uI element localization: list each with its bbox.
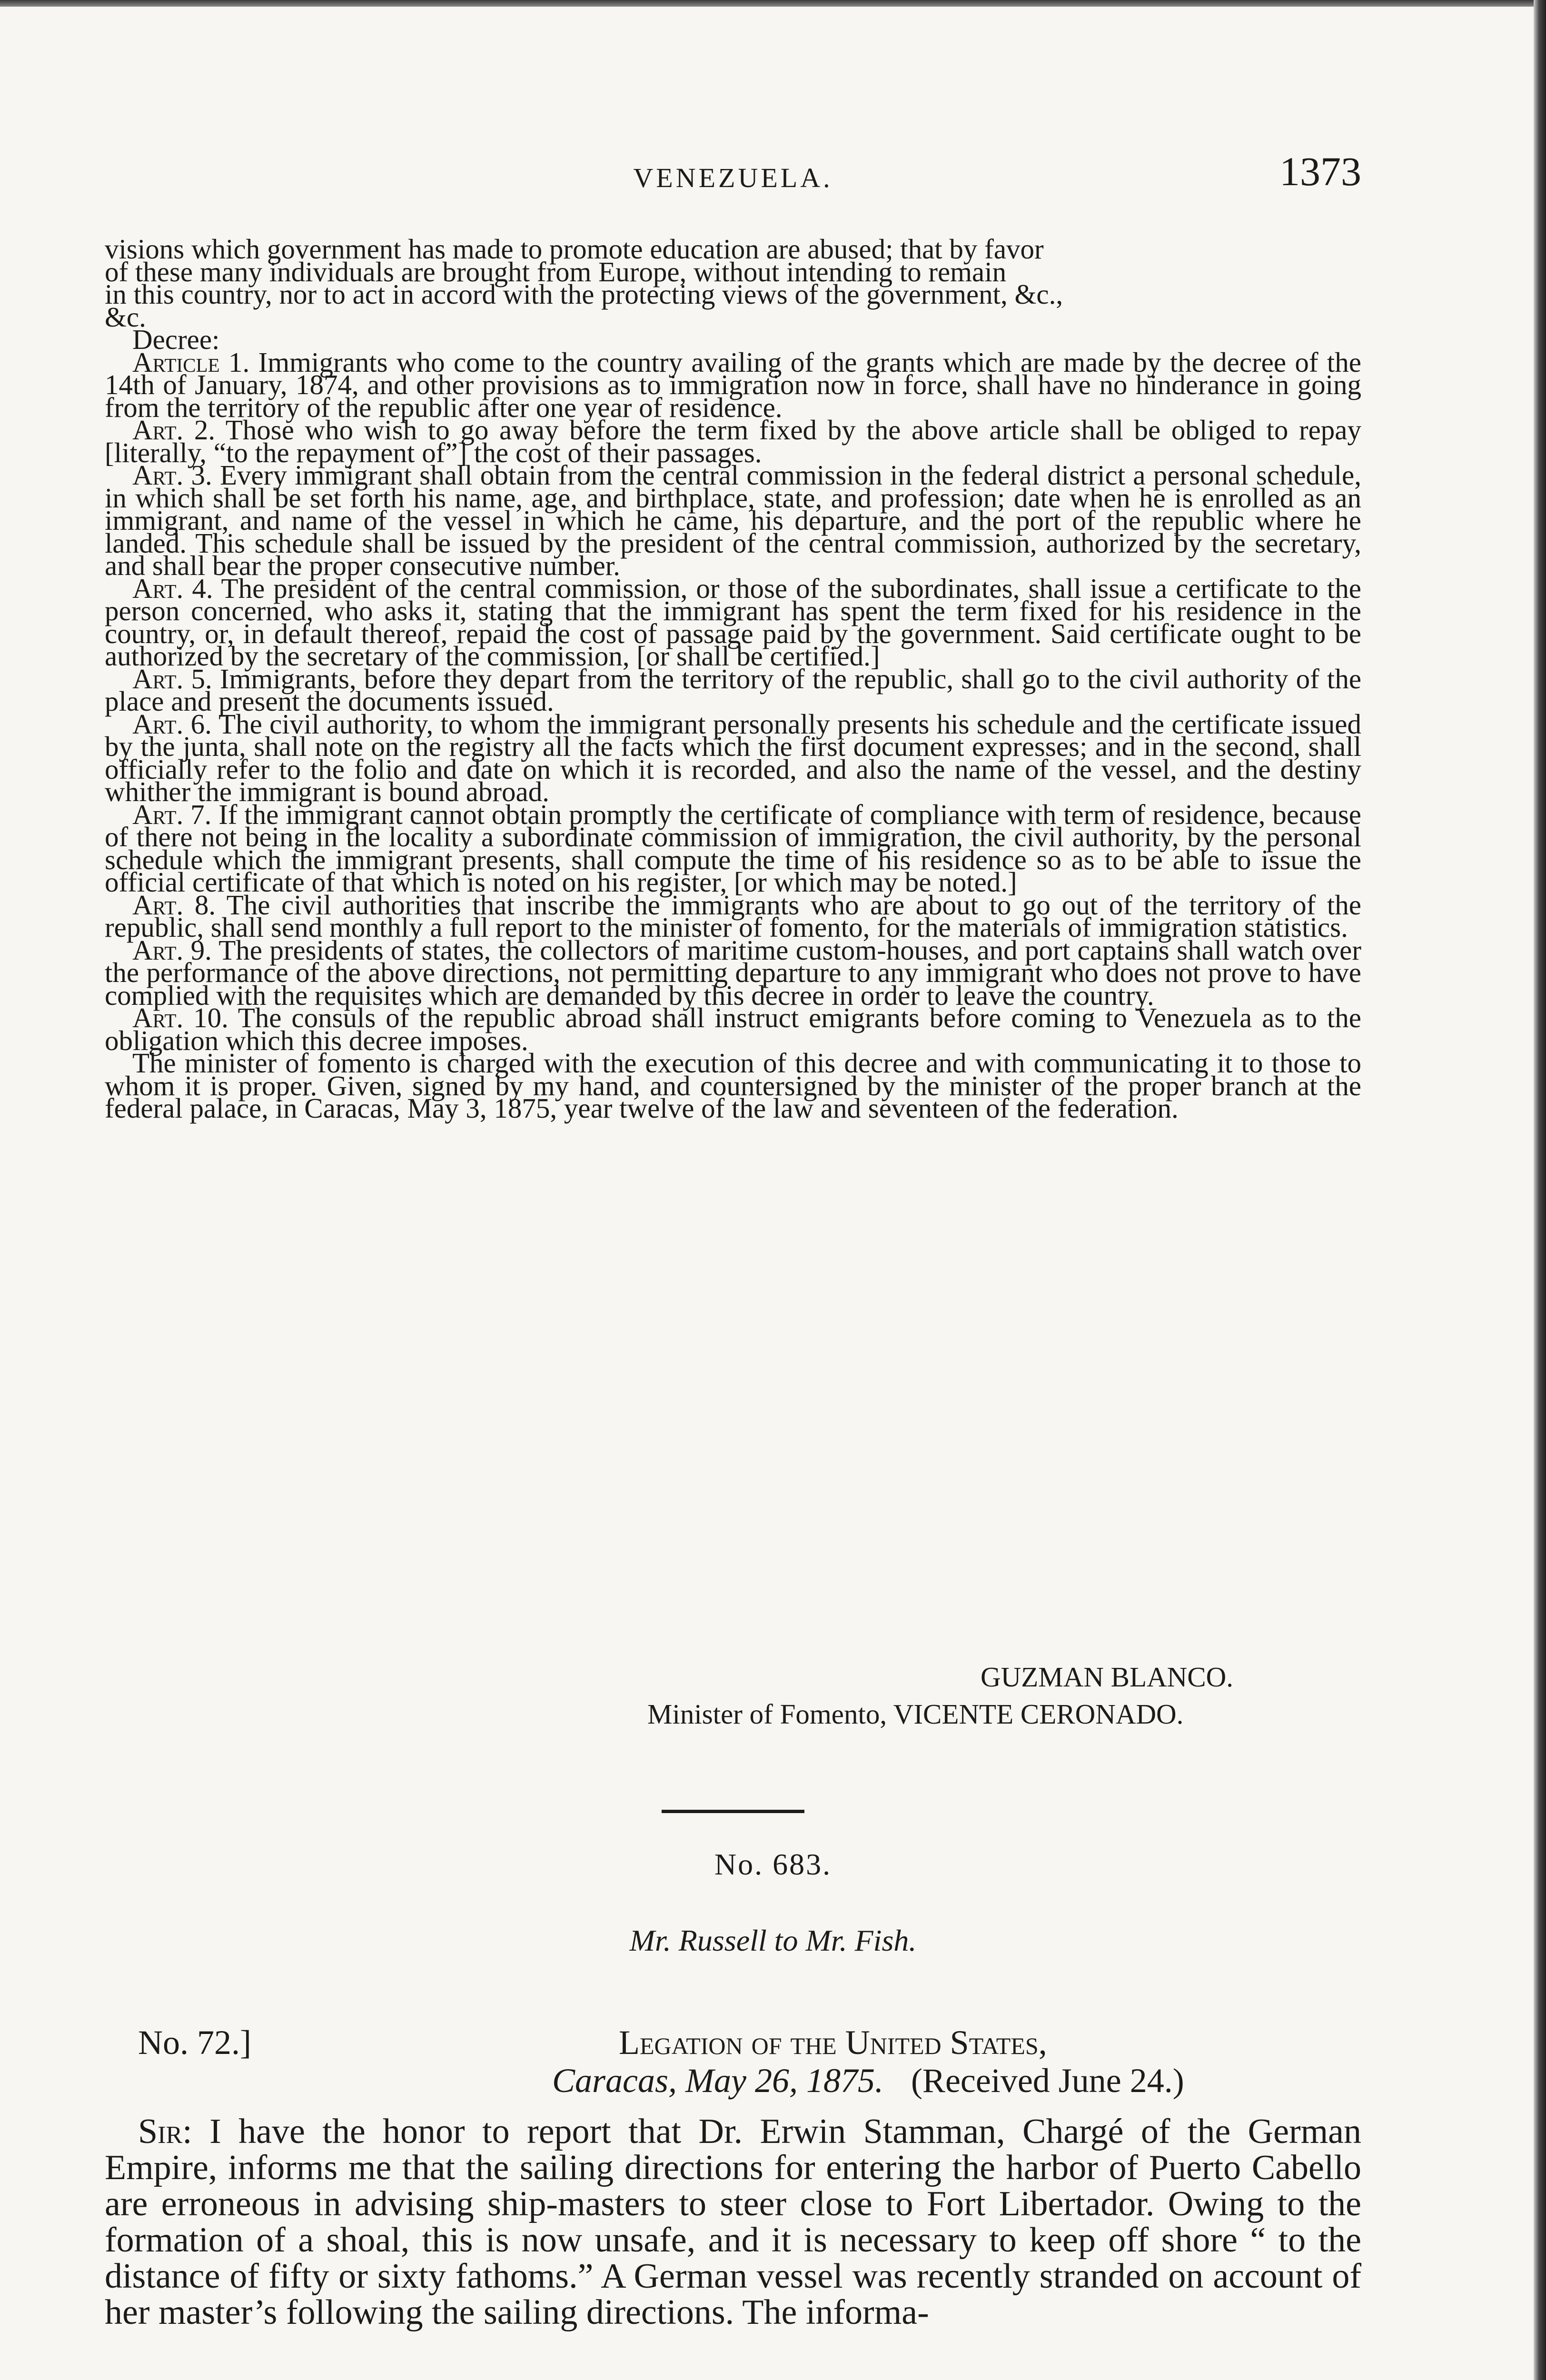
article-8 <box>105 889 1361 943</box>
signature: GUZMAN BLANCO. <box>981 1661 1233 1693</box>
article-9 <box>105 934 1362 1011</box>
article-text: The civil authority, to whom the immigrant personally presents his schedule and the certificate issued by the junta, shall note on the registry all the facts which the first document expresses; and in the second, shall officially refer to the folio and date on which it is recorded, and also the name of the vessel, and the destiny whither the immigrant is bound abroad. <box>105 708 1361 807</box>
article-2 <box>105 414 1361 468</box>
continuation-line: of these many individuals are brought from Europe, without intending to remain <box>105 256 1007 288</box>
article-text: The president of the central commission, or those of the subordinates, shall issue a certificate to the person concerned, who asks it, stating that the immigrant has spent the term fixed for his residence in the country, or, in default thereof, repaid the cost of passage paid by the government. Said certificate ought to be authorized by the secretary of the commission, [or shall be certified.] <box>105 572 1361 672</box>
document-number: No. 683. <box>714 1847 832 1881</box>
article-text: The civil authorities that inscribe the immigrants who are about to go out of the territory of the republic, shall send monthly a full report to the minister of fomento, for the materials of immigration statistics. <box>105 889 1361 943</box>
decree-closing: The minister of fomento is charged with the execution of this decree and with communicating it to those to whom it is proper. Given, signed by my hand, and countersigned by the minister of the proper branch at the federal palace, in Caracas, May 3, 1875, year twelve of the law and seventeen of the federation. <box>105 1047 1361 1124</box>
article-label: Article 1. <box>132 346 250 378</box>
article-text: Those who wish to go away before the term fixed by the above article shall be obliged to repay [literally, “to the repayment of”] the cost of their passages. <box>105 414 1361 468</box>
article-4 <box>105 572 1361 672</box>
article-text: Immigrants, before they depart from the territory of the republic, shall go to the civil authority of the place and present the documents issued. <box>105 663 1362 717</box>
article-text: The presidents of states, the collectors of maritime custom-houses, and port captains shall watch over the performance of the above directions, not permitting departure to any immigrant who does not prove to have complied with the requisites which are demanded by this decree in order to leave the country. <box>105 934 1362 1011</box>
article-label: Art. 9. <box>132 934 212 966</box>
article-text: Immigrants who come to the country availing of the grants which are made by the decree of the 14th of January, 1874, and other provisions as to immigration now in force, shall have no hinderance in going from the territory of the republic after one year of residence. <box>105 346 1361 423</box>
place-date: Caracas, May 26, 1875. <box>552 2062 883 2100</box>
legation-heading: Legation of the United States, <box>619 2023 1047 2062</box>
article-3 <box>105 459 1361 581</box>
article-label: Art. 8. <box>132 889 216 921</box>
countersignature: Minister of Fomento, VICENTE CERONADO. <box>647 1698 1184 1730</box>
received-date: (Received June 24.) <box>911 2062 1184 2100</box>
document-title: Mr. Russell to Mr. Fish. <box>629 1924 917 1957</box>
article-label: Art. 6. <box>132 708 212 740</box>
article-text: If the immigrant cannot obtain promptly the certificate of compliance with term of residence, because of there not being in the locality a subordinate commission of immigration, the civil authority, by the personal schedule which the immigrant presents, shall compute the time of his residence so as to be able to issue the official certificate of that which is noted on his register, [or which may be noted.] <box>105 798 1361 898</box>
letter-body <box>105 2113 1361 2330</box>
decree-label: Decree: <box>132 324 220 355</box>
page-number: 1373 <box>1279 149 1361 194</box>
section-divider <box>662 1810 804 1813</box>
running-head: VENEZUELA. <box>633 162 833 193</box>
scan-top-edge <box>0 0 1546 7</box>
decree-text <box>105 233 1362 1124</box>
dispatch-number: No. 72.] <box>138 2023 251 2062</box>
continuation-line: visions which government has made to promote education are abused; that by favor <box>105 233 1044 265</box>
continuation-line: &c. <box>105 301 146 333</box>
article-5 <box>105 663 1362 717</box>
article-7 <box>105 798 1361 898</box>
article-text: Every immigrant shall obtain from the central commission in the federal district a personal schedule, in which shall be set forth his name, age, and birthplace, state, and profession; date when he is enrolled as an immigrant, and name of the vessel in which he came, his departure, and the port of the republic where he landed. This schedule shall be issued by the president of the central commission, authorized by the secretary, and shall bear the proper consecutive number. <box>105 459 1361 581</box>
article-10 <box>105 1002 1361 1056</box>
article-1 <box>105 346 1361 423</box>
page-header <box>105 143 1361 205</box>
article-label: Art. 3. <box>132 459 212 491</box>
article-label: Art. 7. <box>132 798 212 830</box>
article-label: Art. 4. <box>132 572 213 604</box>
salutation: Sir: <box>138 2112 192 2151</box>
article-text: The consuls of the republic abroad shall instruct emigrants before coming to Venezuela as to the obligation which this decree imposes. <box>105 1002 1361 1056</box>
letter-text: I have the honor to report that Dr. Erwin Stamman, Chargé of the German Empire, informs me that the sailing directions for entering the harbor of Puerto Cabello are erroneous in advising ship-masters to steer close to Fort Libertador. Owing to the formation of a shoal, this is now unsafe, and it is necessary to keep off shore “ to the distance of fifty or sixty fathoms.” A German vessel was recently stranded on account of her master’s following the sailing directions. The informa- <box>105 2112 1361 2332</box>
article-label: Art. 2. <box>132 414 216 446</box>
scan-right-edge <box>1534 0 1546 2380</box>
article-6 <box>105 708 1361 807</box>
dateline <box>552 2061 1184 2101</box>
article-label: Art. 5. <box>132 663 212 694</box>
article-label: Art. 10. <box>132 1002 228 1033</box>
letter-paragraph <box>105 2113 1361 2330</box>
continuation-line: in this country, nor to act in accord with the protecting views of the government, &c., <box>105 278 1063 310</box>
